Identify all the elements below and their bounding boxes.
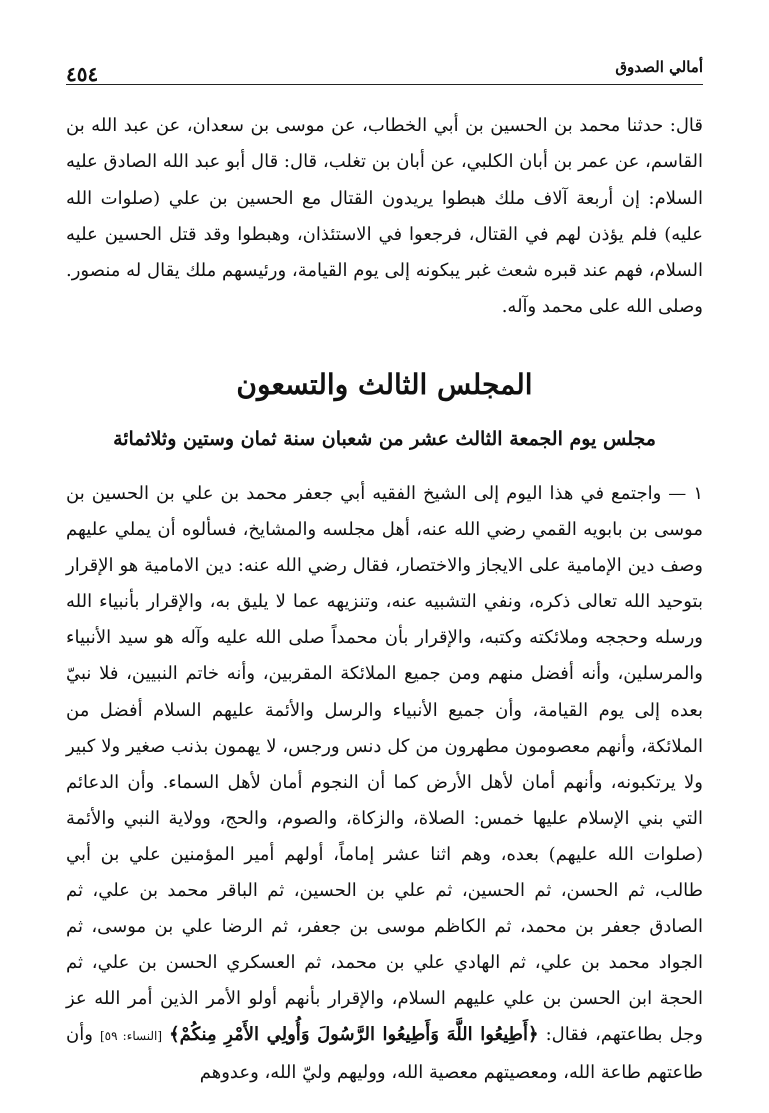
main-text-after-verse: وأن طاعتهم طاعة الله، ومعصيتهم معصية الله، ووليهم وليّ الله، وعدوهم bbox=[66, 1024, 703, 1083]
main-paragraph bbox=[66, 476, 703, 1091]
running-header bbox=[66, 56, 703, 85]
main-text-before-verse: ١ — واجتمع في هذا اليوم إلى الشيخ الفقيه أبي جعفر محمد بن علي بن الحسين بن موسى بن بابويه القمي رضي الله عنه، أهل مجلسه والمشايخ، فسألوه أن يملي عليهم وصف دين الإمامية على الايجاز والاختصار، فقال رضي الله عنه: دين الامامية هو الإقرار بتوحيد الله تعالى ذكره، ونفي التشبيه عنه، وتنزيهه عما لا يليق به، والإقرار بأنبياء الله ورسله وحججه وملائكته وكتبه، والإقرار بأن محمداً صلى الله عليه وآله هو سيد الأنبياء والمرسلين، وأنه أفضل منهم ومن جميع الملائكة المقربين، وأنه خاتم النبيين، فلا نبيّ بعده إلى يوم القيامة، وأن جميع الأنبياء والرسل والأئمة عليهم السلام أفضل من الملائكة، وأنهم معصومون مطهرون من كل دنس ورجس، لا يهمون بذنب صغير ولا كبير ولا يرتكبونه، وأنهم أمان لأهل الأرض كما أن النجوم أمان لأهل السماء. وأن الدعائم التي بني الإسلام عليها خمس: الصلاة، والزكاة، والصوم، والحج، وولاية النبي والأئمة (صلوات الله عليهم) بعده، وهم اثنا عشر إماماً، أولهم أمير المؤمنين علي بن أبي طالب، ثم الحسن، ثم الحسين، ثم علي بن الحسين، ثم الباقر محمد بن علي، ثم الصادق جعفر بن محمد، ثم الكاظم موسى بن جعفر، ثم الرضا علي بن موسى، ثم الجواد محمد بن علي، ثم الهادي علي بن محمد، ثم العسكري الحسن بن علي، ثم الحجة ابن الحسن بن علي عليهم السلام، والإقرار بأنهم أولو الأمر الذين أمر الله عز وجل بطاعتهم، فقال: bbox=[66, 483, 703, 1046]
intro-paragraph bbox=[66, 108, 703, 326]
quran-reference: [النساء: ٥٩] bbox=[99, 1029, 163, 1044]
book-title: أمالي الصدوق bbox=[615, 58, 703, 76]
quran-verse: ﴿أَطِيعُوا اللَّهَ وَأَطِيعُوا الرَّسُولَ وَأُولِي الأَمْرِ مِنكُمْ﴾ bbox=[169, 1024, 539, 1046]
main-text bbox=[66, 476, 703, 1091]
intro-text: قال: حدثنا محمد بن الحسين بن أبي الخطاب، عن موسى بن سعدان، عن عبد الله بن القاسم، عن عمر بن أبان الكلبي، عن أبان بن تغلب، قال: قال أبو عبد الله الصادق عليه السلام: إن أربعة آلاف ملك هبطوا يريدون القتال مع الحسين بن علي (صلوات الله عليه) فلم يؤذن لهم في القتال، فرجعوا في الاستئذان، وهبطوا وقد قتل الحسين عليه السلام، فهم عند قبره شعث غبر يبكونه إلى يوم القيامة، ورئيسهم ملك يقال له منصور. وصلى الله على محمد وآله. bbox=[66, 115, 703, 318]
session-subtitle: مجلس يوم الجمعة الثالث عشر من شعبان سنة ثمان وستين وثلاثمائة bbox=[113, 428, 656, 450]
page-number: ٤٥٤ bbox=[66, 62, 99, 86]
session-title: المجلس الثالث والتسعون bbox=[236, 368, 533, 401]
